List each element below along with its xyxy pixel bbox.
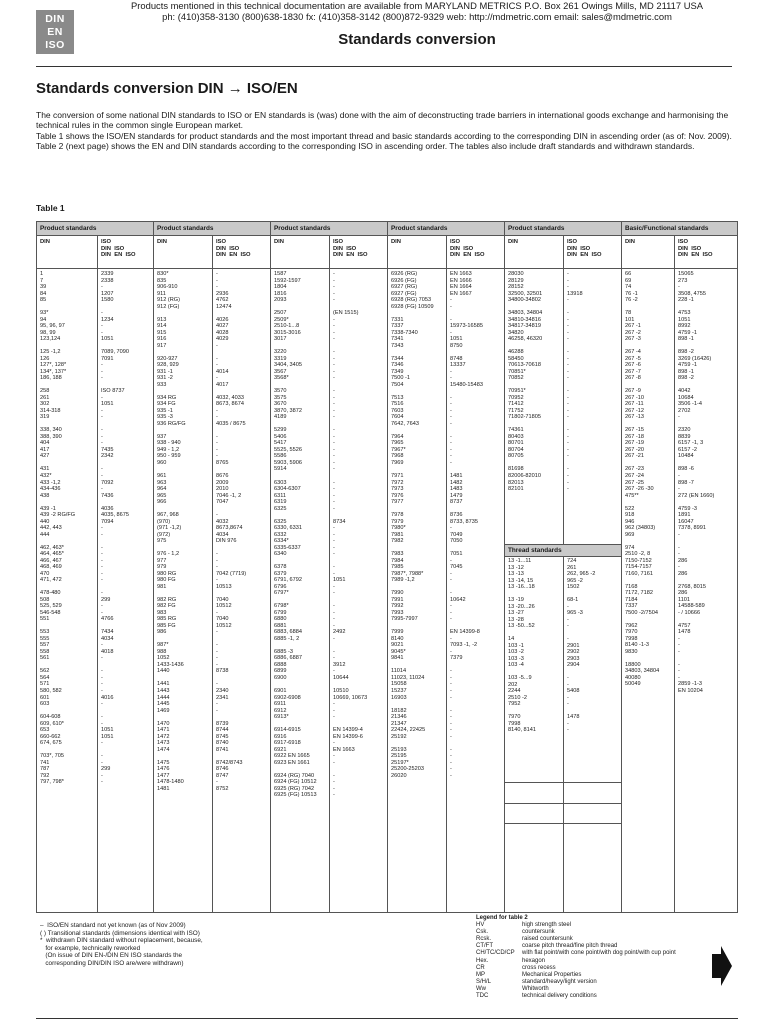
legend-abbr: CH/TC/CD/CP [476,950,515,957]
right-arrow-icon[interactable] [712,946,732,991]
legend [476,915,676,1000]
legend-text: Mechanical Properties [522,971,582,978]
iso-column: - - - 2936 4762 12474 4026 4027 4028 4029 - - - 4014 - 4017 4032, 4033 8673, 8674 - - 4035 / 8675 - - - - 8765 8676 2009 2010 7046 -1, 2 7047 - 4032 8673,8674 4034 DIN 976 - - - 7042 (7719) - 10513 7040 10512 - 7040 10512 - - - - - 8738 - 2340 2341 - - 8739 8744 8745 8740 8741 8742/8743 8746 8747 - 8752 [216,271,247,792]
legend-text: coarse pitch thread/fine pitch thread [522,943,618,950]
group-header: Basic/Functional standards [622,222,737,236]
footnote-line: (On issue of DIN EN-/DIN EN ISO standards the [40,952,183,960]
table-group [505,222,622,912]
intro-paragraph: Table 2 (next page) shows the EN and DIN standards according to the corresponding ISO in ascending order. The tables also include draft standards and withdrawn standards. [36,141,695,152]
din-column-header: DIN [625,239,635,245]
footnote-line: * withdrawn DIN standard without replacement, because, [40,937,203,945]
group-header: Product standards [505,222,621,236]
table-label: Table 1 [36,203,65,213]
standards-table [36,221,738,913]
logo-line: EN [47,26,63,38]
din-column-header: DIN [157,239,167,245]
legend-row [476,965,676,972]
header-divider [36,66,732,67]
legend-text: countersunk [522,929,555,936]
column-divider [329,235,330,912]
intro-paragraph: Table 1 shows the ISO/EN standards for product standards and the most important thread and basic standards according to the corresponding DIN in ascending order (as of: Nov. 2009). [36,130,732,141]
legend-row [476,943,676,950]
page-title: Standards conversion DIN → ISO/EN [36,80,298,97]
din-en-iso-logo [36,10,74,54]
legend-abbr: CT/FT [476,943,493,950]
footnote-line: – ISO/EN standard not yet known (as of Nov 2009) [40,922,186,929]
din-column-header: DIN [40,239,50,245]
column-divider [674,235,675,912]
legend-row [476,922,676,929]
legend-title: Legend for table 2 [476,915,528,921]
footnotes [40,922,203,968]
din-column: 66 69 74 76 -1 76 -2 78 101 267 -1 267 -2 267 -3 267 -4 267 -5 267 -6 267 -7 267 -8 267 -9 267 -10 267 -11 267 -12 267 -13 267 -15 267 -18 267 -19 267 -20 267 -21 267 -23 267 -24 267 -25 267 -26 -30 475** 522 918 946 962 (34803) 969 974 2510 -2, 8 7150-7152 7154-7157 7160, 7161 7168 7172, 7182 7184 7337 7500 -2/7504 7962 7970 7998 8140 -1-3 9830 18800 34803, 34804 40080 50049 [625,271,660,688]
thread-din-column: 13 -1...11 13 -12 13 -13 13 -14, 15 13 -16...18 13 -19 13 -20...26 13 -27 13 -28 13 -50...52 14 103 -1 103 -2 103 -3 103 -4 103 -5...9 202 2244 2510 -2 7952 7970 7998 8140, 8141 [508,558,536,734]
page-header [96,0,738,48]
legend-row [476,936,676,943]
footnote-line: for example, technically reworked [40,944,141,952]
legend-abbr: TDC [476,993,489,1000]
legend-row [476,979,676,986]
legend-text: hexagon [522,957,546,964]
din-column: 830* 835 906-910 911 912 (RG) 912 (FG) 913 914 915 916 917 920-927 928, 929 931 -1 931 -2 933 934 RG 934 FG 935 -1 935 -3 936 RG/FG 937 938 - 940 949 - 1,2 950 - 959 960 961 963 964 965 966 967, 968 (970) (971 -1,2) (972) 975 976 - 1,2 977 979 980 RG 980 FG 981 982 RG 982 FG 983 985 RG 985 FG 986 987* 988 1052 1433-1436 1440 1441 1443 1444 1445 1469 1470 1471 1472 1473 1474 1475 1476 1477 1478-1480 1481 [157,271,186,792]
legend-row [476,993,676,1000]
legend-row [476,929,676,936]
thread-standards-header: Thread standards [505,544,621,557]
legend-row [476,958,676,965]
din-column: 28030 28129 28152 32500, 32501 34800-34802 34803, 34804 34810-34816 34817-34819 34820 46258, 46320 46288 58450 70613-70618 70851* 70852 70951* 70952 71412 71752 71802-71805 74361 80403 80701 80704 80705 81698 82006-82010 82013 82101 [508,271,543,493]
legend-row [476,950,676,957]
legend-abbr: S/H/L [476,978,492,985]
table-group [154,222,271,912]
legend-abbr: Csk. [476,929,488,936]
legend-text: with flat point/with cone point/with dog point/with cup point [522,950,676,957]
iso-column-header: ISO DIN ISO DIN EN ISO [101,239,136,259]
empty-row-divider [505,803,621,804]
group-header: Product standards [37,222,153,236]
intro-text [36,110,732,152]
column-headers [37,236,153,269]
legend-text: Whitworth [522,985,549,992]
iso-column: 2339 2338 - 1207 1580 - 1234 - - 1051 7089, 7090 7091 - - - ISO 8737 - 1051 - - - - - 7435 2342 - - 7092 - 7436 4036 4035, 8675 7094 - - - - - - - - - 299 - - 4766 7434 4034 - 4018 - - - - - 4016 - - - 1051 1051 - - - 299 - - [101,271,129,786]
iso-column-header: ISO DIN ISO DIN EN ISO [678,239,713,259]
iso-column-header: ISO DIN ISO DIN EN ISO [333,239,368,259]
logo-line: ISO [45,39,65,51]
thread-iso-column: 724 261 262, 965 -2 965 -2 1502 68-1 - 965 -3 - - - 2901 2902 2903 2904 - - 5408 - - 1478 - - [567,558,596,734]
legend-abbr: Rcsk. [476,936,491,943]
legend-text: standard/heavy/light version [522,978,597,985]
table-group [388,222,505,912]
iso-column-header: ISO DIN ISO DIN EN ISO [450,239,485,259]
legend-text: high strength steel [522,922,572,929]
group-header: Product standards [271,222,387,236]
din-column-header: DIN [508,239,518,245]
group-header: Product standards [388,222,504,236]
empty-row-divider [505,823,621,824]
header-contact-line: ph: (410)358-3130 (800)638-1830 fx: (410)358-3142 (800)872-9329 web: http://mdmetric.com email: sales@mdmetric.com [162,11,672,22]
footer-divider [36,1018,738,1019]
din-column-header: DIN [391,239,401,245]
intro-paragraph: The conversion of some national DIN standards to ISO or EN standards is (was) done with the aim of deconstructing trade barriers in international goods exchange and harmonising the technical rules in the common single European market. [36,110,729,131]
legend-abbr: HV [476,922,485,929]
logo-line: DIN [45,13,65,25]
table-group [622,222,737,912]
legend-abbr: CR [476,964,485,971]
din-column: 1 7 39 84 85 93* 94 95, 96, 97 98, 99 123,124 125 -1,2 126 127*, 128* 134*, 137* 186, 188 258 261 302 314-318 319 338, 340 388, 390 404 417 427 431 432* 433 -1,2 434-436 438 439 -1 439 -2 RG/FG 440 442, 443 444 462, 463* 464, 465* 466, 467 468, 469 470 471, 472 478-480 508 525, 529 546-548 551 553 555 557 558 561 562 564 571 580, 582 601 603 604-608 609, 610* 653 660-662 674, 675 703*, 705 741 787 792 797, 798* [40,271,76,786]
column-divider [446,235,447,912]
din-column: 1587 1592-1597 1804 1816 2093 2507 2509* 2510-1...8 3015-3016 3017 3220 3319 3404, 3405 3567 3568* 3570 3575 3670 3870, 3872 4189 5299 5406 5417 5525, 5526 5586 5903, 5906 5914 6303 6304-6307 6311 6319 6325 6325 6330, 6331 6332 6334* 6335-6337 6340 6378 6379 6791, 6792 6796 6797* 6798* 6799 6880 6881 6883, 6884 6885 -1, 2 6885 -3 6886, 6887 6888 6899 6900 6901 6902-6908 6911 6912 6913* 6914-6915 6916 6917-6918 6921 6922 EN 1665 6923 EN 1661 6924 (RG) 7040 6924 (FG) 10512 6925 (RG) 7042 6925 (FG) 10513 [274,271,317,799]
legend-text: technical delivery conditions [522,993,597,1000]
table-group [271,222,388,912]
legend-text: cross recess [522,964,556,971]
legend-abbr: Ww [476,985,486,992]
iso-column: EN 1663 EN 1666 EN 1664 EN 1667 - - - 15973-16585 - 1051 8750 8748 13337 - - 15480-15483 - - - - - - - - - - 1481 1482 1483 1479 8737 8736 8733, 8735 - 7049 7050 7051 - 7045 - - - 10642 - - - EN 14399-8 - 7093 -1, -2 - 7379 - - - - - - - - - - - - - - - [450,271,483,779]
column-divider [212,235,213,912]
legend-row [476,972,676,979]
table-group [37,222,154,912]
column-divider [97,235,98,912]
legend-abbr: MP [476,971,485,978]
iso-column: - - - 13918 - - - - - - - - - - - - - - - - - - - - - - - - - [567,271,583,493]
din-column: 6926 (RG) 6926 (FG) 6927 (RG) 6927 (FG) 6928 (RG) 7053 6928 (FG) 10509 7331 7337 7338-7340 7341 7343 7344 7346 7349 7500 -1 7504 7513 7516 7603 7604 7642, 7643 7964 7965 7967* 7968 7969 7971 7972 7973 7976 7977 7978 7979 7980* 7981 7982 7983 7984 7985 7987*, 7988* 7989 -1,2 7990 7991 7992 7993 7995-7997 7999 8140 9021 9045* 9841 11014 11023, 11024 15058 15237 16903 18182 21346 21347 22424, 22425 25192 25193 25195 25197* 25200-25203 26020 [391,271,434,779]
iso-column-header: ISO DIN ISO DIN EN ISO [216,239,251,259]
header-company-line: Products mentioned in this technical documentation are available from MARYLAND METRICS P.O. Box 261 Owings Mills, MD 21117 USA [131,0,703,11]
iso-column-header: ISO DIN ISO DIN EN ISO [567,239,602,259]
iso-column: 15065 273 - 3508, 4755 228 -1 4753 1051 8992 4759 -1 898 -1 898 -2 3269 (16426) 4759 -1 898 -1 898 -2 4042 10684 3506 -1-4 2702 - 2320 8839 6157 -1, 3 6157 -2 10484 898 -6 - 898 -7 - 272 (EN 1660) 4759 -3 1891 16047 7378, 8991 - - - 286 - 286 2768, 8015 286 1101 14588-589 - / 10666 4757 1478 - - - - - - 2859 -1-3 EN 10204 [678,271,715,694]
footnote-line: ( ) Transitional standards (dimensions identical with ISO) [40,929,200,937]
legend-abbr: Hex. [476,957,489,964]
din-column-header: DIN [274,239,284,245]
group-header: Product standards [154,222,270,236]
footnote-line: corresponding DIN/DIN ISO are/were withdrawn) [40,959,184,967]
legend-row [476,986,676,993]
legend-text: raised countersunk [522,936,573,943]
empty-rows-box [505,782,621,841]
column-headers [622,236,737,269]
iso-column: - - - - - (EN 1515) - - - - - - - - - - - - - - - - - - - - - - - - - - 8734 - - - - - - - 1051 - - - - - - 2492 - - - 3912 - 10644 10510 10669, 10673 - - - EN 14399-4 EN 14399-6 - EN 1663 - - - - - - [333,271,368,799]
header-title: Standards conversion [338,31,496,48]
